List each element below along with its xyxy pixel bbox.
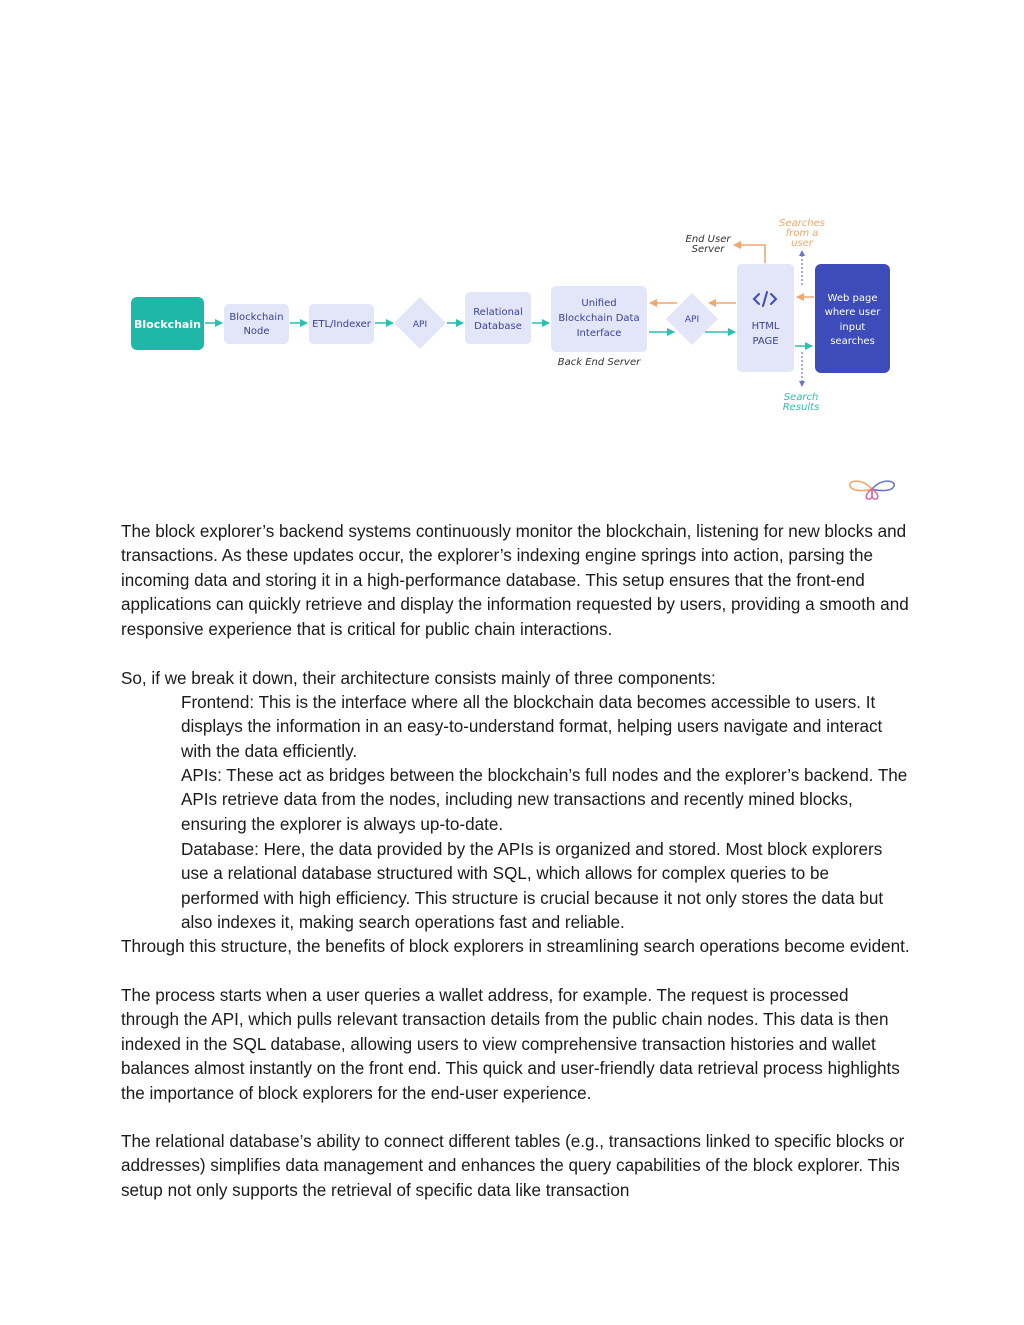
webpage-label-2: where user xyxy=(824,307,881,318)
arrow-html-to-end-user-server xyxy=(734,245,765,263)
architecture-diagram xyxy=(0,0,1024,510)
blockchain-label: Blockchain xyxy=(134,318,201,331)
api-right-diamond xyxy=(666,293,718,345)
paragraph-intro: The block explorer’s backend systems continuously monitor the blockchain, listening for new blocks and transactions. As these updates occur, the explorer’s indexing engine springs into action, parsing the incoming data and storing it in a high-performance database. This setup ensures that the front-end applications can quickly retrieve and display the information requested by users, providing a smooth and responsive experience that is critical for public chain interactions. xyxy=(121,522,909,639)
blockchain-node-label-2: Node xyxy=(243,326,270,337)
webpage-box xyxy=(815,264,890,373)
list-item-apis: APIs: These act as bridges between the blockchain’s full nodes and the explorer’s backend. The APIs retrieve data from the nodes, including new transactions and recently mined blocks, ensuring the explorer is always up-to-date. xyxy=(181,766,908,834)
searches-label-2: from a xyxy=(785,228,819,239)
unified-interface-box xyxy=(551,286,647,352)
relational-database-box xyxy=(465,292,531,344)
api-right-label: API xyxy=(684,315,700,325)
blockchain-node-label-1: Blockchain xyxy=(229,312,284,323)
html-label-1: HTML xyxy=(751,321,780,332)
api-left-diamond xyxy=(394,297,446,349)
relational-db-label-2: Database xyxy=(474,321,522,332)
blockchain-node-box xyxy=(224,304,289,344)
butterfly-logo-icon xyxy=(850,481,894,499)
blockchain-node xyxy=(131,297,204,350)
unified-label-2: Blockchain Data xyxy=(558,313,640,324)
etl-indexer-box xyxy=(309,304,374,344)
search-results-label-2: Results xyxy=(782,402,820,413)
paragraph-process: The process starts when a user queries a wallet address, for example. The request is processed through the API, which pulls relevant transaction details from the public chain nodes. This data is then indexed in the SQL database, allowing users to view comprehensive transaction histories and wallet balances almost instantly on the front end. This quick and user-friendly data retrieval process highlights the importance of block explorers for the end-user experience. xyxy=(121,986,900,1103)
list-item-frontend: Frontend: This is the interface where all the blockchain data becomes accessible to users. It displays the information in an easy-to-understand format, helping users navigate and interact with the data efficiently. xyxy=(181,693,883,761)
end-user-server-label-2: Server xyxy=(691,244,725,255)
unified-label-3: Interface xyxy=(576,328,622,339)
relational-db-label-1: Relational xyxy=(473,307,523,318)
unified-label-1: Unified xyxy=(581,298,617,309)
back-end-server-label: Back End Server xyxy=(557,357,641,368)
paragraph-relational: The relational database’s ability to connect different tables (e.g., transactions linked to specific blocks or addresses) simplifies data management and enhances the query capabilities of the block explorer. This setup not only supports the retrieval of specific data like transaction xyxy=(121,1132,905,1200)
webpage-label-4: searches xyxy=(830,336,875,347)
api-left-label: API xyxy=(412,320,428,330)
paragraph-benefits: Through this structure, the benefits of block explorers in streamlining search operations become evident. xyxy=(121,937,910,956)
webpage-label-1: Web page xyxy=(827,293,878,304)
search-results-label-1: Search xyxy=(783,392,819,403)
webpage-label-3: input xyxy=(839,322,866,333)
end-user-server-label-1: End User xyxy=(685,234,731,245)
etl-label: ETL/Indexer xyxy=(312,319,371,330)
paragraph-breakdown: So, if we break it down, their architecture consists mainly of three components: xyxy=(121,669,716,688)
html-label-2: PAGE xyxy=(752,336,779,347)
html-page-box xyxy=(737,264,794,372)
searches-label-3: user xyxy=(791,238,813,249)
searches-label-1: Searches xyxy=(779,218,825,229)
list-item-database: Database: Here, the data provided by the APIs is organized and stored. Most block explorers use a relational database structured with SQL, which allows for complex queries to be performed with high efficiency. This structure is crucial because it not only stores the data but also indexes it, making search operations fast and reliable. xyxy=(181,840,884,933)
